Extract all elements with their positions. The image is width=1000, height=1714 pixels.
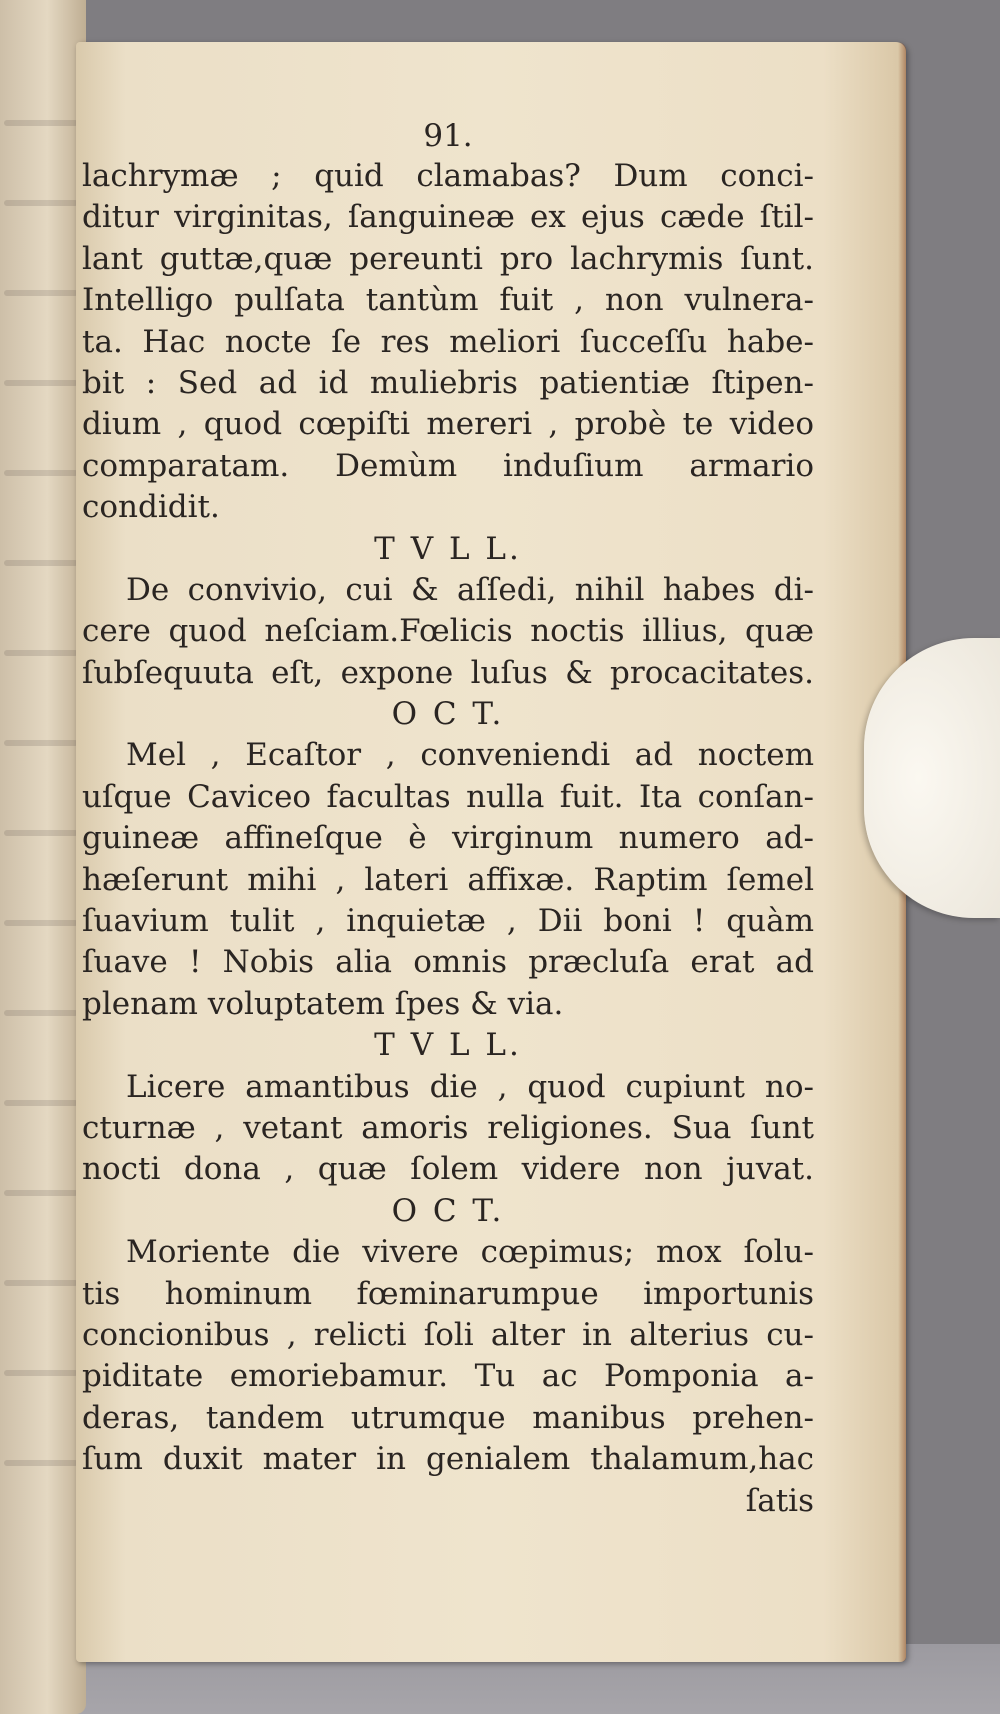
text-line: tis hominum fœminarumpue importunis bbox=[82, 1275, 814, 1312]
speaker-heading: O C T. bbox=[391, 1192, 505, 1229]
text-line: lachrymæ ; quid clamabas? Dum conci- bbox=[82, 158, 814, 194]
text-line: lant guttæ,quæ pereunti pro lachrymis ſunt. bbox=[82, 240, 814, 277]
text-line: De convivio, cui & aſſedi, nihil habes di- bbox=[126, 571, 814, 608]
text-line: cere quod neſciam.Fœlicis noctis illius, quæ bbox=[82, 613, 814, 650]
text-line: ta. Hac nocte ſe res meliori ſucceſſu habe- bbox=[82, 323, 814, 360]
text-line: guineæ affineſque è virginum numero ad- bbox=[82, 820, 814, 857]
text-line: Moriente die vivere cœpimus; mox ſolu- bbox=[126, 1234, 814, 1271]
text-line: ſuave ! Nobis alia omnis præcluſa erat ad bbox=[82, 944, 814, 981]
text-line: cturnæ , vetant amoris religiones. Sua ſunt bbox=[82, 1109, 814, 1146]
text-line: ſuavium tulit , inquietæ , Dii boni ! quàm bbox=[82, 903, 814, 940]
text-line: condidit. bbox=[82, 489, 220, 526]
text-line: ſum duxit mater in genialem thalamum,hac bbox=[82, 1441, 814, 1478]
page-text-block bbox=[82, 118, 814, 1522]
text-lines bbox=[82, 156, 814, 1522]
text-line: hæſerunt mihi , lateri affixæ. Raptim ſemel bbox=[82, 861, 814, 898]
text-line: Licere amantibus die , quod cupiunt no- bbox=[126, 1068, 814, 1105]
text-line: ditur virginitas, ſanguineæ ex ejus cæde ſtil- bbox=[82, 199, 814, 236]
text-line: comparatam. Demùm induſium armario bbox=[82, 447, 814, 484]
text-line: bit : Sed ad id muliebris patientiæ ſtipen- bbox=[82, 364, 814, 401]
speaker-heading: T V L L. bbox=[374, 530, 522, 567]
text-line: ſatis bbox=[745, 1482, 814, 1519]
text-line: nocti dona , quæ ſolem videre non juvat. bbox=[82, 1151, 814, 1188]
speaker-heading: O C T. bbox=[391, 696, 505, 733]
speaker-heading: T V L L. bbox=[374, 1027, 522, 1064]
facing-page-edge bbox=[0, 0, 86, 1714]
text-line: plenam voluptatem ſpes & via. bbox=[82, 985, 564, 1022]
text-line: Mel , Ecaſtor , conveniendi ad noctem bbox=[126, 737, 814, 774]
text-line: deras, tandem utrumque manibus prehen- bbox=[82, 1399, 814, 1436]
text-line: ſubſequuta eſt, expone luſus & procacitates. bbox=[82, 654, 814, 691]
page-number: 91. bbox=[423, 118, 473, 154]
text-line: Intelligo pulſata tantùm fuit , non vulnera- bbox=[82, 282, 814, 319]
text-line: dium , quod cœpiſti mereri , probè te video bbox=[82, 406, 814, 443]
text-line: uſque Caviceo facultas nulla fuit. Ita conſan- bbox=[82, 778, 814, 815]
text-line: concionibus , relicti ſoli alter in alterius cu- bbox=[82, 1316, 814, 1353]
text-line: piditate emoriebamur. Tu ac Pomponia a- bbox=[82, 1358, 814, 1395]
